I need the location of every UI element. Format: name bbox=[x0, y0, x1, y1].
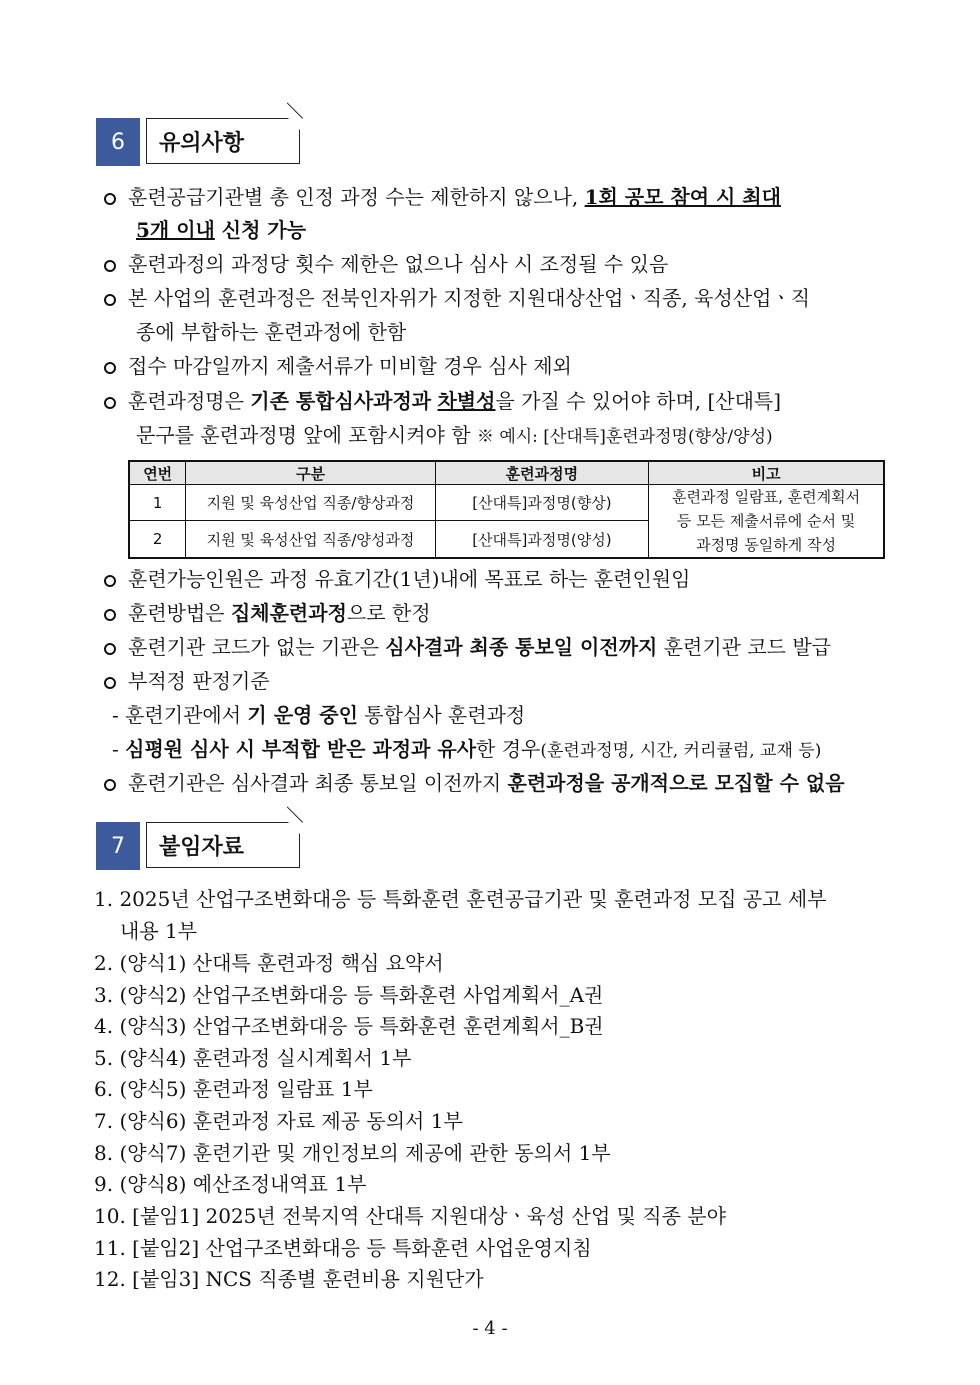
attachment-item: 12. [붙임3] NCS 직종별 훈련비용 지원단가 bbox=[94, 1267, 484, 1291]
remark-line: 등 모든 제출서류에 순서 및 bbox=[676, 512, 856, 530]
note-text: 접수 마감일까지 제출서류가 미비할 경우 심사 제외 bbox=[128, 354, 572, 378]
note-emphasis: 집체훈련과정 bbox=[230, 601, 347, 625]
note-9-sub-2 bbox=[112, 732, 902, 768]
note-example: ※ 예시: [산대특]훈련과정명(향상/양성) bbox=[476, 427, 773, 447]
table-remark-cell bbox=[649, 485, 884, 559]
note-text: 훈련과정명은 bbox=[128, 389, 251, 413]
note-1 bbox=[104, 180, 894, 214]
note-text: 으로 한정 bbox=[346, 601, 431, 625]
note-text: - bbox=[112, 737, 126, 761]
attachment-item: 5. (양식4) 훈련과정 실시계획서 1부 bbox=[94, 1046, 412, 1070]
note-text: 훈련기관 코드 발급 bbox=[657, 635, 831, 659]
section-7-title: 붙임자료 bbox=[146, 822, 300, 868]
section-6-title: 유의사항 bbox=[146, 118, 300, 164]
note-text: 한 경우 bbox=[476, 737, 541, 761]
folded-corner-icon bbox=[288, 822, 304, 838]
circle-bullet-icon bbox=[104, 397, 116, 409]
table-header-cell: 비고 bbox=[649, 461, 884, 485]
section-6-header bbox=[96, 118, 304, 166]
note-example: (훈련과정명, 시간, 커리큘럼, 교재 등) bbox=[540, 741, 822, 761]
attachment-item: 2. (양식1) 산대특 훈련과정 핵심 요약서 bbox=[94, 951, 444, 975]
remark-line: 훈련과정 일람표, 훈련계획서 bbox=[671, 488, 861, 506]
course-name-table bbox=[128, 460, 885, 559]
table-header-cell: 구분 bbox=[186, 461, 435, 485]
folded-corner-line bbox=[287, 806, 303, 822]
note-text: 종에 부합하는 훈련과정에 한함 bbox=[136, 320, 407, 344]
attachment-item: 1. 2025년 산업구조변화대응 등 특화훈련 훈련공급기관 및 훈련과정 모집 공고 세부 bbox=[94, 887, 827, 911]
attachment-item: 9. (양식8) 예산조정내역표 1부 bbox=[94, 1172, 367, 1196]
section-6-number: 6 bbox=[96, 118, 140, 166]
note-emphasis: 심평원 심사 시 부적합 받은 과정과 유사 bbox=[125, 737, 477, 761]
note-5-cont bbox=[136, 418, 926, 454]
note-emphasis: 차별성 bbox=[437, 389, 496, 413]
section-7-number: 7 bbox=[96, 822, 140, 870]
attachment-item: 4. (양식3) 산업구조변화대응 등 특화훈련 훈련계획서_B권 bbox=[94, 1014, 604, 1038]
note-9 bbox=[104, 664, 894, 698]
note-text: 부적정 판정기준 bbox=[128, 669, 270, 693]
remark-line: 과정명 동일하게 작성 bbox=[696, 536, 837, 554]
page-number: - 4 - bbox=[472, 1318, 508, 1339]
note-emphasis: 기존 통합심사과정과 bbox=[250, 389, 432, 413]
table-cell: 2 bbox=[129, 521, 186, 558]
circle-bullet-icon bbox=[104, 193, 116, 205]
attachment-item-cont: 내용 1부 bbox=[120, 919, 198, 943]
note-3-cont bbox=[136, 315, 926, 349]
table-header-cell: 훈련과정명 bbox=[435, 461, 648, 485]
note-text: 을 가질 수 있어야 하며, [산대특] bbox=[495, 389, 782, 413]
attachment-item: 10. [붙임1] 2025년 전북지역 산대특 지원대상ㆍ육성 산업 및 직종 분야 bbox=[94, 1204, 726, 1228]
attachment-item: 8. (양식7) 훈련기관 및 개인정보의 제공에 관한 동의서 1부 bbox=[94, 1141, 611, 1165]
note-6 bbox=[104, 562, 894, 596]
circle-bullet-icon bbox=[104, 677, 116, 689]
note-2 bbox=[104, 247, 894, 281]
note-text: 문구를 훈련과정명 앞에 포함시켜야 함 bbox=[136, 423, 477, 447]
note-emphasis: 5개 이내 bbox=[136, 218, 215, 242]
attachment-item: 11. [붙임2] 산업구조변화대응 등 특화훈련 사업운영지침 bbox=[94, 1236, 592, 1260]
note-8 bbox=[104, 630, 894, 664]
table-cell: [산대특]과정명(양성) bbox=[435, 521, 648, 558]
note-10 bbox=[104, 766, 894, 800]
table-cell: 지원 및 육성산업 직종/향상과정 bbox=[186, 485, 435, 521]
circle-bullet-icon bbox=[104, 260, 116, 272]
section-7-header bbox=[96, 822, 304, 870]
note-text: 훈련기관 코드가 없는 기관은 bbox=[128, 635, 386, 659]
table-header-cell: 연번 bbox=[129, 461, 186, 485]
table-cell: 지원 및 육성산업 직종/양성과정 bbox=[186, 521, 435, 558]
note-9-sub-1 bbox=[112, 698, 902, 732]
table-row bbox=[129, 485, 884, 521]
note-text: 훈련과정의 과정당 횟수 제한은 없으나 심사 시 조정될 수 있음 bbox=[128, 252, 669, 276]
note-4 bbox=[104, 349, 894, 383]
table-cell: [산대특]과정명(향상) bbox=[435, 485, 648, 521]
note-text: 훈련방법은 bbox=[128, 601, 231, 625]
note-emphasis: 심사결과 최종 통보일 이전까지 bbox=[385, 635, 658, 659]
table-header-row bbox=[129, 461, 884, 485]
note-3 bbox=[104, 281, 894, 315]
note-7 bbox=[104, 596, 894, 630]
note-text: 훈련기관은 심사결과 최종 통보일 이전까지 bbox=[128, 771, 508, 795]
table-cell: 1 bbox=[129, 485, 186, 521]
circle-bullet-icon bbox=[104, 362, 116, 374]
note-text: - 훈련기관에서 bbox=[112, 703, 248, 727]
folded-corner-icon bbox=[288, 118, 304, 134]
note-5 bbox=[104, 384, 894, 418]
circle-bullet-icon bbox=[104, 575, 116, 587]
note-emphasis: 훈련과정을 공개적으로 모집할 수 없음 bbox=[507, 771, 845, 795]
note-emphasis: 신청 가능 bbox=[214, 218, 307, 242]
note-1-cont bbox=[136, 213, 926, 247]
note-emphasis: 기 운영 중인 bbox=[247, 703, 358, 727]
circle-bullet-icon bbox=[104, 609, 116, 621]
note-text: 훈련가능인원은 과정 유효기간(1년)내에 목표로 하는 훈련인원임 bbox=[128, 567, 691, 591]
circle-bullet-icon bbox=[104, 643, 116, 655]
note-text: 본 사업의 훈련과정은 전북인자위가 지정한 지원대상산업ㆍ직종, 육성산업ㆍ직 bbox=[128, 286, 811, 310]
note-emphasis: 1회 공모 참여 시 최대 bbox=[584, 185, 781, 209]
folded-corner-line bbox=[287, 102, 303, 118]
note-text: 훈련공급기관별 총 인정 과정 수는 제한하지 않으나, bbox=[128, 185, 585, 209]
attachment-item: 6. (양식5) 훈련과정 일람표 1부 bbox=[94, 1077, 373, 1101]
attachment-item: 7. (양식6) 훈련과정 자료 제공 동의서 1부 bbox=[94, 1109, 463, 1133]
circle-bullet-icon bbox=[104, 294, 116, 306]
note-text: 통합심사 훈련과정 bbox=[357, 703, 526, 727]
circle-bullet-icon bbox=[104, 779, 116, 791]
attachment-item: 3. (양식2) 산업구조변화대응 등 특화훈련 사업계획서_A권 bbox=[94, 983, 604, 1007]
